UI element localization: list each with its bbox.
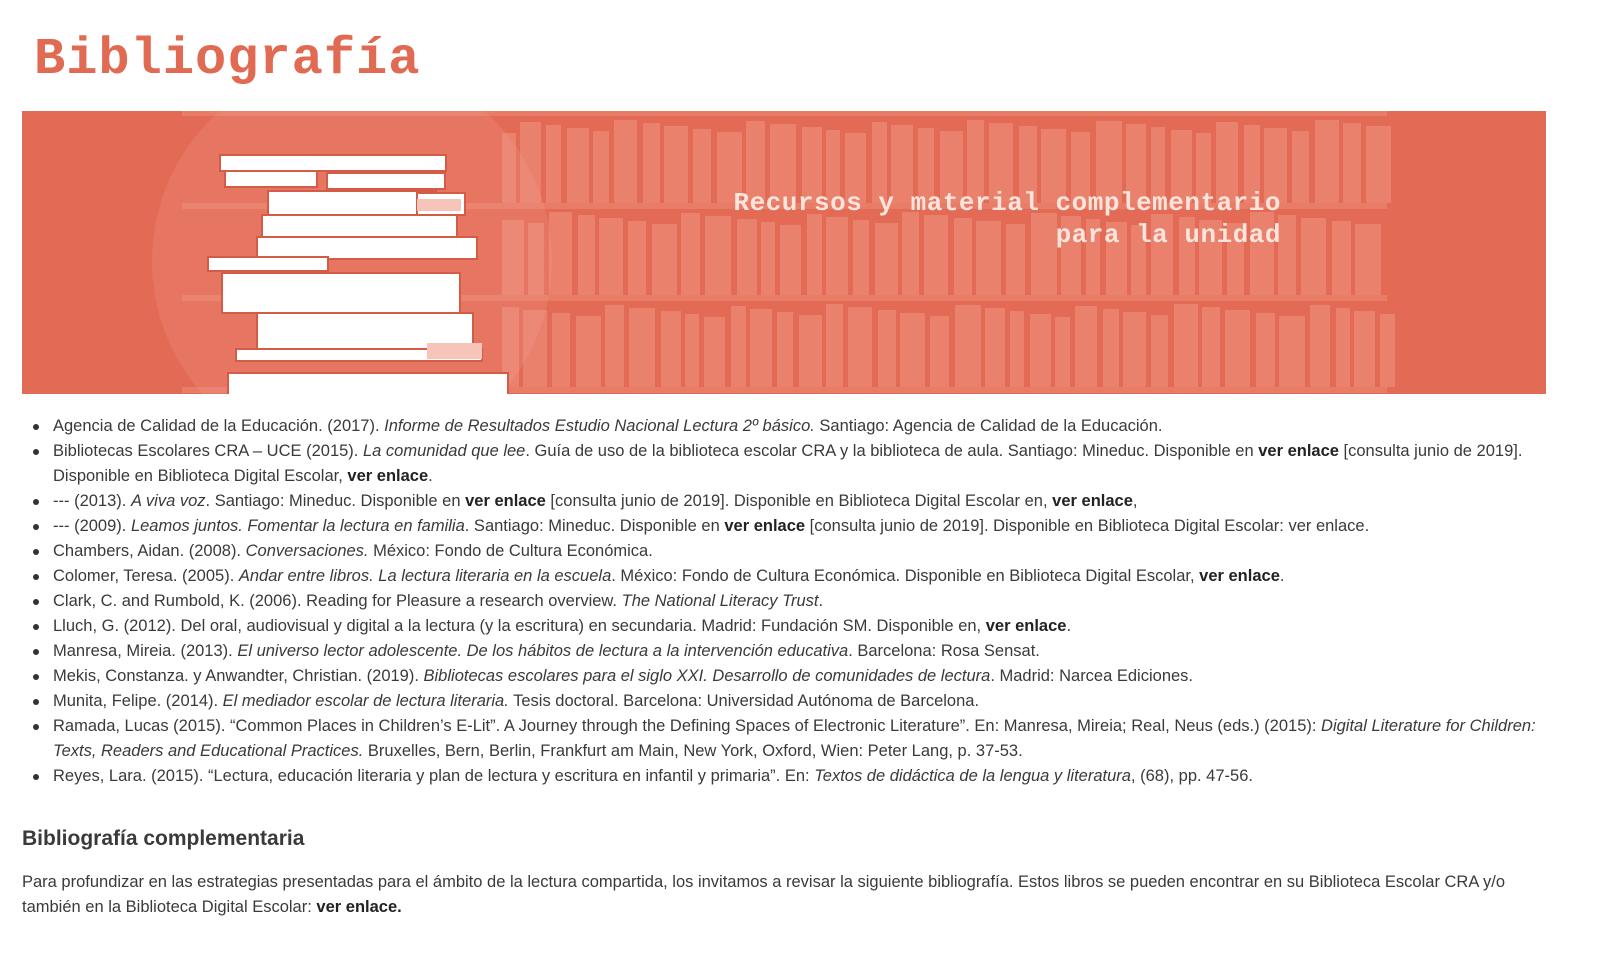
ref-text: [consulta junio de 2019]. Disponible en Biblioteca Digital Escolar en, (545, 492, 1053, 510)
ref-title: Textos de didáctica de la lengua y literatura (814, 767, 1131, 785)
ref-text: Chambers, Aidan. (2008). (53, 542, 246, 560)
section-heading: Bibliografía complementaria (22, 827, 305, 850)
page-title: Bibliografía (34, 30, 421, 89)
ref-text: México: Fondo de Cultura Económica. (368, 542, 653, 560)
ref-text: --- (2013). (53, 492, 131, 510)
ref-text: Reyes, Lara. (2015). “Lectura, educación literaria y plan de lectura y escritura en infantil y primaria”. En: (53, 767, 815, 785)
ref-text: . Santiago: Mineduc. Disponible en (464, 517, 725, 535)
ref-text: Bruxelles, Bern, Berlin, Frankfurt am Main, New York, Oxford, Wien: Peter Lang, p. 37-53. (363, 742, 1023, 760)
ref-text: Bibliotecas Escolares CRA – UCE (2015). (53, 442, 363, 460)
banner-line-1: Recursos y material complementario (733, 188, 1281, 218)
ver-enlace-link[interactable]: ver enlace (347, 467, 429, 485)
ref-title: La comunidad que lee (362, 442, 526, 460)
ref-text: . (428, 467, 433, 485)
ref-text: --- (2009). (53, 517, 131, 535)
list-item (22, 489, 1562, 514)
ref-text: Colomer, Teresa. (2005). (53, 567, 239, 585)
ref-text: . (1279, 567, 1285, 585)
ref-title: A viva voz (130, 492, 206, 510)
ref-text: . Barcelona: Rosa Sensat. (848, 642, 1040, 660)
ref-text: Munita, Felipe. (2014). (53, 692, 223, 710)
list-item (22, 639, 1562, 664)
ver-enlace-link[interactable]: ver enlace. (316, 898, 402, 916)
ref-text: Agencia de Calidad de la Educación. (2017). (53, 417, 385, 435)
ref-text: Lluch, G. (2012). Del oral, audiovisual y digital a la lectura (y la escritura) en secundaria. Madrid: Fundación SM. Disponible en, (53, 617, 986, 635)
ref-title: Conversaciones. (245, 542, 369, 560)
banner-line-2: para la unidad (1055, 220, 1281, 250)
ref-title: The National Literacy Trust (621, 592, 819, 610)
ref-text: Manresa, Mireia. (2013). (53, 642, 238, 660)
list-item (22, 564, 1562, 589)
list-item (22, 539, 1562, 564)
ref-text: Ramada, Lucas (2015). “Common Places in Children’s E-Lit”. A Journey through the Defining Spaces of Electronic Literature”. En: Manresa, Mireia; Real, Neus (eds.) (2015): (53, 717, 1322, 735)
list-item (22, 714, 1562, 764)
ver-enlace-link[interactable]: ver enlace (1258, 442, 1339, 460)
ref-title: Bibliotecas escolares para el siglo XXI. Desarrollo de comunidades de lectura (423, 667, 991, 685)
ref-title: Informe de Resultados Estudio Nacional Lectura 2º básico. (384, 417, 815, 435)
ref-title: Leamos juntos. Fomentar la lectura en familia (130, 517, 465, 535)
ref-title: Andar entre libros. La lectura literaria en la escuela (238, 567, 612, 585)
ver-enlace-link[interactable]: ver enlace (1199, 567, 1280, 585)
list-item (22, 414, 1562, 439)
ref-text: . Madrid: Narcea Ediciones. (990, 667, 1194, 685)
list-item (22, 689, 1562, 714)
banner-text (734, 187, 1282, 251)
ref-text: Clark, C. and Rumbold, K. (2006). Reading for Pleasure a research overview. (53, 592, 622, 610)
paragraph-text: Para profundizar en las estrategias presentadas para el ámbito de la lectura compartida, los invitamos a revisar la siguiente bibliografía. Estos libros se pueden encontrar en su Biblioteca Escolar CRA y/o también en la Biblioteca Digital Escolar: (22, 873, 1506, 916)
ver-enlace-link[interactable]: ver enlace (1052, 492, 1133, 510)
ref-title: El universo lector adolescente. De los hábitos de lectura a la intervención educativa (237, 642, 849, 660)
ref-text: Mekis, Constanza. y Anwandter, Christian. (2019). (53, 667, 424, 685)
ref-title: El mediador escolar de lectura literaria. (222, 692, 509, 710)
list-item (22, 764, 1562, 789)
ref-text: , (1132, 492, 1138, 510)
ref-text: . Guía de uso de la biblioteca escolar CRA y la biblioteca de aula. Santiago: Mineduc. Disponible en (525, 442, 1259, 460)
ref-text: . (818, 592, 824, 610)
bookshelf-illustration (22, 111, 1546, 394)
ver-enlace-link[interactable]: ver enlace (724, 517, 806, 535)
list-item (22, 589, 1562, 614)
list-item (22, 614, 1562, 639)
ref-text: . (1066, 617, 1072, 635)
ref-title: Digital Literature for Children: Texts, Readers and Educational Practices. (53, 717, 1536, 760)
banner (22, 111, 1546, 394)
ref-text: [consulta junio de 2019]. Disponible en Biblioteca Digital Escolar: ver enlace. (805, 517, 1370, 535)
ref-text: , (68), pp. 47-56. (1130, 767, 1253, 785)
ref-text: . Santiago: Mineduc. Disponible en (205, 492, 466, 510)
complementary-paragraph (22, 870, 1552, 920)
ver-enlace-link[interactable]: ver enlace (985, 617, 1067, 635)
ref-text: Santiago: Agencia de Calidad de la Educación. (814, 417, 1163, 435)
ref-text: Tesis doctoral. Barcelona: Universidad Autónoma de Barcelona. (508, 692, 980, 710)
list-item (22, 664, 1562, 689)
ref-text: . México: Fondo de Cultura Económica. Disponible en Biblioteca Digital Escolar, (611, 567, 1200, 585)
ver-enlace-link[interactable]: ver enlace (465, 492, 546, 510)
bibliography-list (22, 414, 1562, 789)
ref-text: [consulta junio de 2019]. Disponible en Biblioteca Digital Escolar, (53, 442, 1523, 485)
list-item (22, 439, 1562, 489)
list-item (22, 514, 1562, 539)
